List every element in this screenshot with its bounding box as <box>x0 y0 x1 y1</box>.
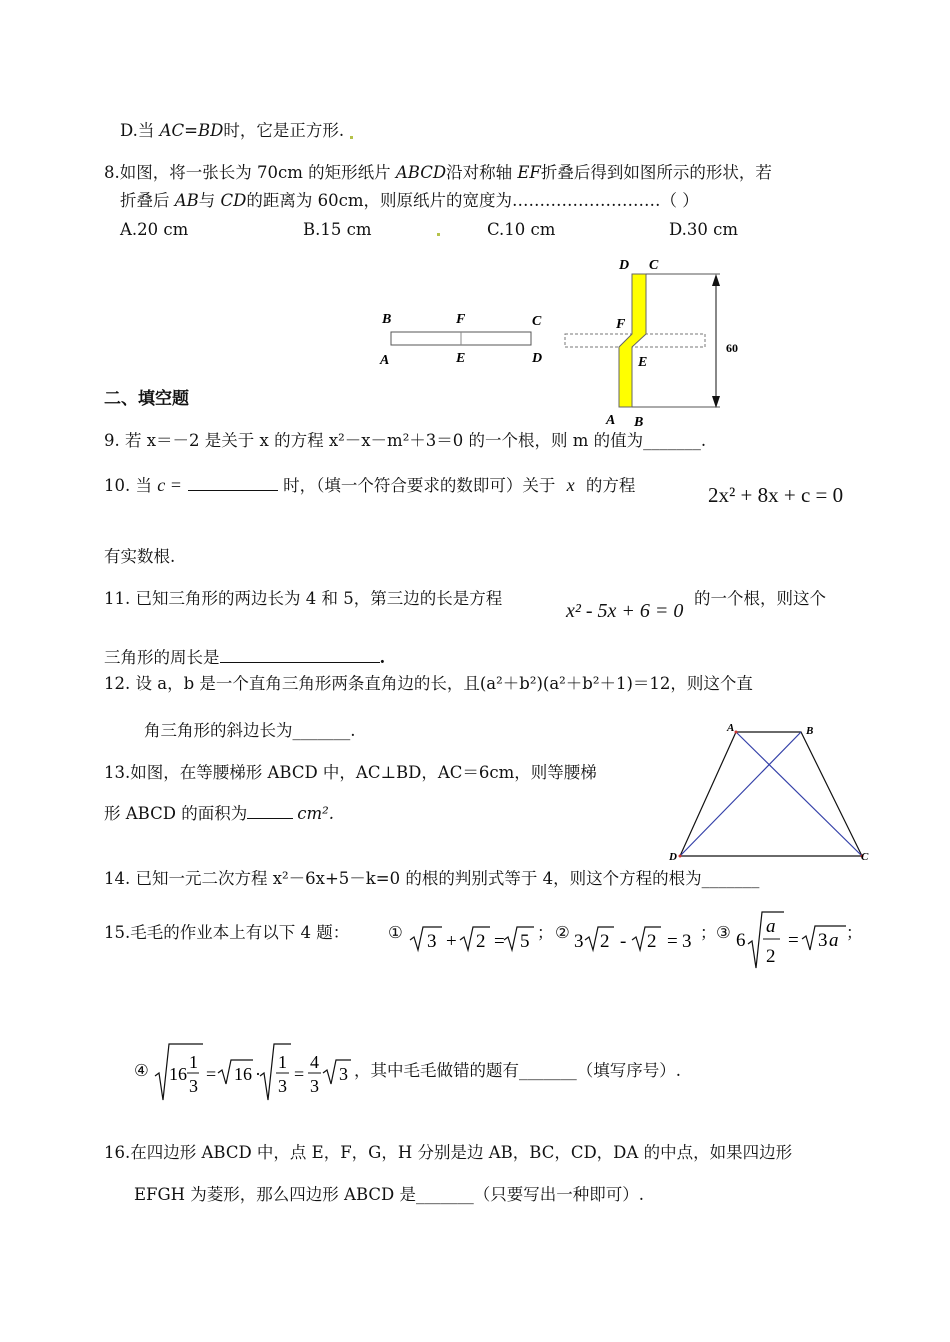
flat-strip <box>379 312 542 368</box>
label-distance: 60 <box>726 341 738 355</box>
q8-line2: 折叠后 AB与 CD的距离为 60cm，则原纸片的宽度为………………………（ ） <box>120 191 699 210</box>
svg-text:3: 3 <box>818 930 828 951</box>
svg-text:3: 3 <box>278 1076 287 1096</box>
svg-text:·: · <box>255 1064 261 1084</box>
svg-text:4: 4 <box>310 1052 319 1072</box>
q16-line1: 16.在四边形 ABCD 中，点 E，F，G，H 分别是边 AB，BC，CD，DA 的中点，如果四边形 <box>104 1143 793 1162</box>
q7-option-d: D.当 AC=BD时，它是正方形. <box>120 121 345 140</box>
q12-line2: 角三角形的斜边长为_______. <box>144 721 356 740</box>
label-b-left: B <box>382 312 392 327</box>
label-c: C <box>861 851 869 863</box>
q10-equation: 2x² + 8x + c = 0 <box>708 483 844 507</box>
svg-text:=: = <box>667 931 678 952</box>
svg-text:=: = <box>294 1064 305 1084</box>
svg-text:3: 3 <box>682 931 692 952</box>
q10-line2: 有实数根. <box>104 547 176 566</box>
label-c-right: C <box>649 258 659 273</box>
svg-text:=: = <box>206 1064 217 1084</box>
q15-item3-num: ③ <box>716 923 731 942</box>
svg-text:-: - <box>620 931 627 952</box>
trapezoid-figure <box>664 718 878 868</box>
label-c-left: C <box>532 314 542 329</box>
q15-item4-num: ④ <box>134 1061 149 1080</box>
q11-equation: x² - 5x + 6 = 0 <box>566 600 684 622</box>
svg-text:5: 5 <box>520 931 530 952</box>
label-f-left: F <box>456 312 466 327</box>
svg-text:3: 3 <box>339 1064 348 1084</box>
q11-line2: 三角形的周长是 . <box>104 648 386 667</box>
folded-strip <box>565 258 738 430</box>
svg-text:3: 3 <box>189 1076 198 1096</box>
q8-option-d: D.30 cm <box>669 220 739 239</box>
q10-line1: 10. 当 c = 时，（填一个符合要求的数即可）关于 x 的方程 <box>104 475 636 495</box>
q15-math-3 <box>734 906 854 976</box>
svg-text:2: 2 <box>600 931 610 952</box>
q16-line2: EFGH 为菱形，那么四边形 ABCD 是_______（只要写出一种即可）. <box>134 1185 644 1204</box>
label-f-right: F <box>616 317 626 332</box>
svg-text:3: 3 <box>310 1076 319 1096</box>
q15-item2-num: ② <box>555 923 570 942</box>
label-b-right: B <box>634 415 644 430</box>
svg-text:1: 1 <box>189 1052 198 1072</box>
label-a-left: A <box>380 353 390 368</box>
label-e-right: E <box>638 355 648 370</box>
svg-text:+: + <box>446 931 457 952</box>
svg-text:3: 3 <box>574 931 584 952</box>
q8-option-a: A.20 cm <box>120 220 189 239</box>
svg-text:3: 3 <box>427 931 437 952</box>
q15-item1-num: ① <box>388 923 403 942</box>
q13-line2: 形 ABCD 的面积为 cm². <box>104 804 334 823</box>
q14: 14. 已知一元二次方程 x²－6x+5－k=0 的根的判别式等于 4，则这个方程的根为_______ <box>104 869 760 888</box>
svg-text:2: 2 <box>766 946 776 967</box>
svg-text:2: 2 <box>647 931 657 952</box>
q11-line1: 11. 已知三角形的两边长为 4 和 5，第三边的长是方程 <box>104 589 503 608</box>
svg-text:a: a <box>829 930 839 951</box>
label-b: B <box>806 725 814 737</box>
q9: 9. 若 x＝－2 是关于 x 的方程 x²－x－m²＋3＝0 的一个根，则 m 的值为_______. <box>104 431 707 450</box>
q8-option-c: C.10 cm <box>487 220 556 239</box>
q12-line1: 12. 设 a，b 是一个直角三角形两条直角边的长，且(a²＋b²)(a²＋b²＋1)＝12，则这个直 <box>104 674 753 693</box>
q8-line1: 8.如图，将一张长为 70cm 的矩形纸片 ABCD沿对称轴 EF折叠后得到如图所示的形状，若 <box>104 163 772 182</box>
q13-line1: 13.如图，在等腰梯形 ABCD 中，AC⊥BD，AC＝6cm，则等腰梯 <box>104 763 597 782</box>
marker-dot <box>350 136 353 139</box>
label-a-right: A <box>606 413 616 428</box>
q15-math-1 <box>406 920 540 956</box>
svg-text:16: 16 <box>234 1064 252 1084</box>
svg-text:6: 6 <box>736 930 746 951</box>
marker-dot <box>437 233 440 236</box>
svg-text:2: 2 <box>476 931 486 952</box>
svg-text:1: 1 <box>278 1052 287 1072</box>
svg-text:16: 16 <box>169 1064 187 1084</box>
label-e-left: E <box>456 351 466 366</box>
section-heading: 二、填空题 <box>104 389 189 409</box>
q15-math-2 <box>572 920 702 956</box>
svg-text:=: = <box>788 930 799 951</box>
label-d: D <box>669 851 677 863</box>
q8-option-b: B.15 cm <box>303 220 372 239</box>
q15-line2-post: ，其中毛毛做错的题有_______（填写序号）. <box>354 1061 681 1080</box>
fold-figure <box>370 250 770 430</box>
q15-line1: 15.毛毛的作业本上有以下 4 题： <box>104 923 350 942</box>
q15-math-4 <box>151 1038 361 1108</box>
label-d-left: D <box>532 351 543 366</box>
svg-text:=: = <box>494 931 505 952</box>
label-d-right: D <box>619 258 630 273</box>
label-a: A <box>727 722 735 734</box>
q11-line1-post: 的一个根，则这个 <box>694 589 826 608</box>
svg-text:a: a <box>766 916 776 937</box>
